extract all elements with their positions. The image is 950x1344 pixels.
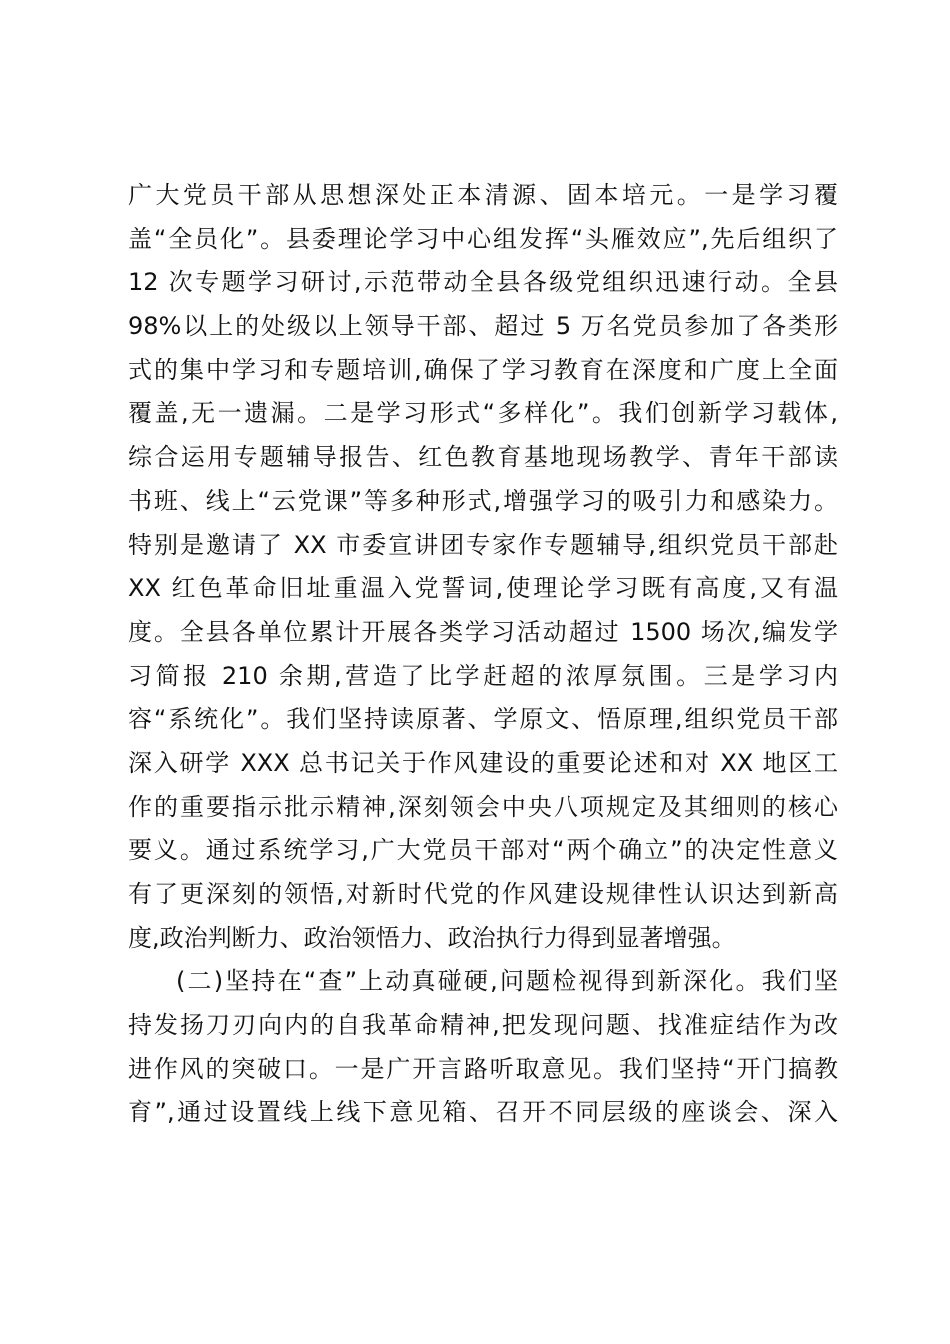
text-line: 98%以上的处级以上领导干部、超过 5 万名党员参加了各类形 <box>128 312 838 341</box>
text-line: 盖“全员化”。县委理论学习中心组发挥“头雁效应”,先后组织了 <box>128 224 838 253</box>
text-line: 作的重要指示批示精神,深刻领会中央八项规定及其细则的核心 <box>128 792 838 821</box>
body-text <box>128 174 838 1135</box>
text-line: 广大党员干部从思想深处正本清源、固本培元。一是学习覆 <box>128 181 838 209</box>
text-line: 12 次专题学习研讨,示范带动全县各级党组织迅速行动。全县 <box>128 268 838 297</box>
text-line: 度。全县各单位累计开展各类学习活动超过 1500 场次,编发学 <box>128 617 838 646</box>
text-line: 度,政治判断力、政治领悟力、政治执行力得到显著增强。 <box>128 923 736 952</box>
text-line: 持发扬刀刃向内的自我革命精神,把发现问题、找准症结作为改 <box>128 1011 838 1040</box>
text-line: 式的集中学习和专题培训,确保了学习教育在深度和广度上全面 <box>128 355 838 384</box>
paragraph-heading-line: (二)坚持在“查”上动真碰硬,问题检视得到新深化。我们坚 <box>176 967 838 996</box>
text-line: 要义。通过系统学习,广大党员干部对“两个确立”的决定性意义 <box>128 836 838 865</box>
text-line: 深入研学 XXX 总书记关于作风建设的重要论述和对 XX 地区工 <box>128 748 838 777</box>
text-line: 进作风的突破口。一是广开言路听取意见。我们坚持“开门搞教 <box>128 1054 838 1083</box>
text-line: 覆盖,无一遗漏。二是学习形式“多样化”。我们创新学习载体, <box>128 399 838 428</box>
text-line: 有了更深刻的领悟,对新时代党的作风建设规律性认识达到新高 <box>128 880 838 908</box>
text-line: XX 红色革命旧址重温入党誓词,使理论学习既有高度,又有温 <box>128 574 838 603</box>
text-line: 习简报 210 余期,营造了比学赶超的浓厚氛围。三是学习内 <box>128 661 838 690</box>
text-line: 容“系统化”。我们坚持读原著、学原文、悟原理,组织党员干部 <box>128 705 838 734</box>
text-line: 书班、线上“云党课”等多种形式,增强学习的吸引力和感染力。 <box>128 486 838 515</box>
text-line: 综合运用专题辅导报告、红色教育基地现场教学、青年干部读 <box>128 443 838 472</box>
text-line: 特别是邀请了 XX 市委宣讲团专家作专题辅导,组织党员干部赴 <box>128 530 838 559</box>
text-line: 育”,通过设置线上线下意见箱、召开不同层级的座谈会、深入 <box>128 1098 838 1127</box>
